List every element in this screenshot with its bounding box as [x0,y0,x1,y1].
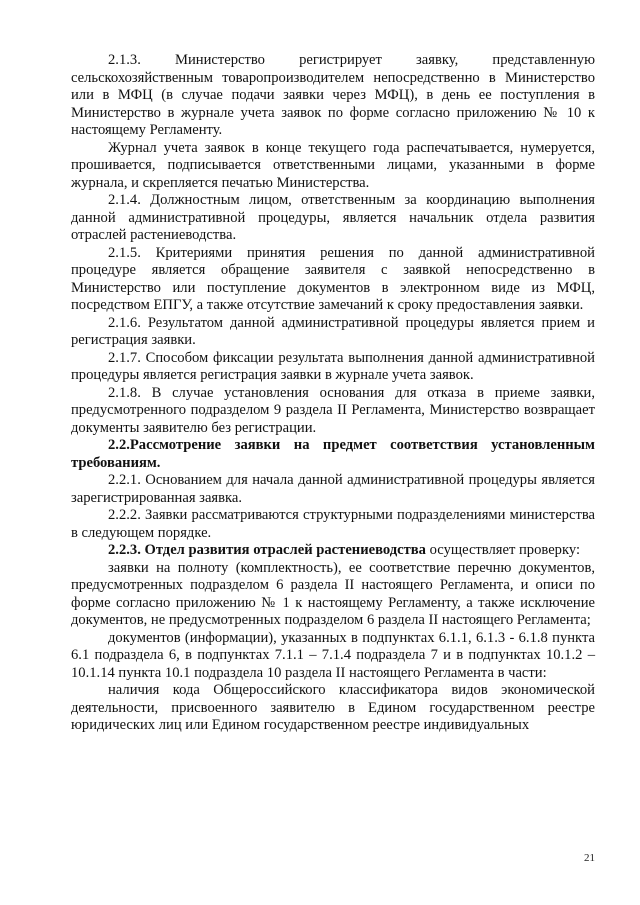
paragraph-documents: документов (информации), указанных в подпунктах 6.1.1, 6.1.3 - 6.1.8 пункта 6.1 подраздела 6, в подпунктах 7.1.1 – 7.1.4 подраздела 7 и в подпунктах 10.1.2 – 10.1.14 пункта 10.1 подраздела 10 раздела II настоящего Регламента в части: [71,629,595,681]
paragraph-2-2-1: 2.2.1. Основанием для начала данной административной процедуры является зарегистрированная заявка. [71,472,595,506]
paragraph-2-2-3-rest: осуществляет проверку: [425,542,581,558]
section-heading-2-2-text: 2.2.Рассмотрение заявки на предмет соответствия установленным требованиям. [71,437,595,471]
section-heading-2-2 [71,437,595,472]
paragraph-okved: наличия кода Общероссийского классификатора видов экономической деятельности, присвоенного заявителю в Едином государственном реестре юридических лиц или Едином государственном реестре индивидуальных [71,682,595,733]
paragraph-2-1-4: 2.1.4. Должностным лицом, ответственным за координацию выполнения данной административной процедуры, является начальник отдела развития отраслей растениеводства. [71,192,595,243]
paragraph-completeness: заявки на полноту (комплектность), ее соответствие перечню документов, предусмотренных подразделом 6 раздела II настоящего Регламента, и описи по форме согласно приложению № 1 к настоящему Регламенту, а также исключение документов, не предусмотренных подразделом 6 раздела II настоящего Регламента; [71,559,595,628]
paragraph-2-1-7: 2.1.7. Способом фиксации результата выполнения данной административной процедуры является регистрация заявки в журнале учета заявок. [71,349,595,383]
page-number: 21 [584,852,595,864]
paragraph-2-2-3 [71,542,595,560]
paragraph-journal: Журнал учета заявок в конце текущего года распечатывается, нумеруется, прошивается, подписывается ответственными лицами, указанными в форме журнала, и скрепляется печатью Министерства. [71,139,595,191]
paragraph-2-2-2: 2.2.2. Заявки рассматриваются структурными подразделениями министерства в следующем порядке. [71,507,595,541]
paragraph-2-1-6: 2.1.6. Результатом данной административной процедуры является прием и регистрация заявки. [71,314,595,348]
paragraph-2-1-3: 2.1.3. Министерство регистрирует заявку, представленную сельскохозяйственным товаропроизводителем непосредственно в Министерство или в МФЦ (в случае подачи заявки через МФЦ), в день ее поступления в Министерство в журнале учета заявок по форме согласно приложению № 10 к настоящему Регламенту. [71,52,595,138]
paragraph-2-1-8: 2.1.8. В случае установления основания для отказа в приеме заявки, предусмотренного подразделом 9 раздела II Регламента, Министерство возвращает документы заявителю без регистрации. [71,384,595,436]
document-body [71,52,595,735]
paragraph-2-1-5: 2.1.5. Критериями принятия решения по данной административной процедуре является обращение заявителя с заявкой непосредственно в Министерство или поступление документов в электронном виде из МФЦ, посредством ЕПГУ, а также отсутствие замечаний к сроку предоставления заявки. [71,244,595,313]
paragraph-2-2-3-bold: 2.2.3. Отдел развития отраслей растениеводства [108,542,426,558]
